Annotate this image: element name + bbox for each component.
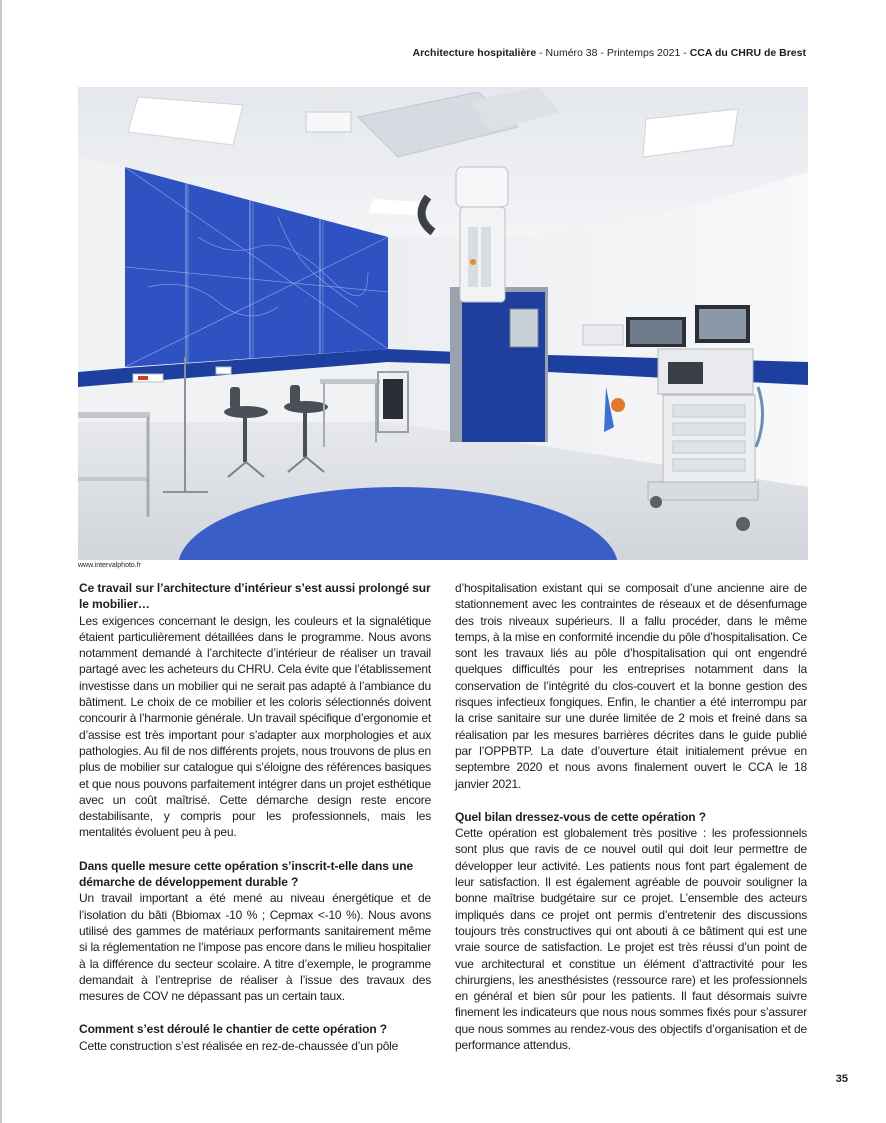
- interview-answer: d’hospitalisation existant qui se composait d’une ancienne aire de stationnement avec les contraintes de réseaux et de désenfumage des trois niveaux supérieurs. Il a fallu procéder, dans le même temps, à la mise en conformité incendie du pôle d’hospitalisation. Ce sont les travaux liés au pôle d’hospitalisation qui ont engendré quelques difficultés pour les entreprises notamment dans la conservation de l’intégrité du clos-couvert et la bonne gestion des risques infectieux fongiques. Enfin, le chantier a été interrompu par la crise sanitaire sur une durée limitée de 2 mois et freiné dans sa réalisation par les mesures barrières décrites dans le guide publié par l’OPPBTP. La date d’ouverture était initialement prévue en septembre 2020 et nous avons finalement ouvert le CCA le 18 janvier 2021.: [455, 581, 807, 791]
- interview-question: Ce travail sur l’architecture d’intérieur s’est aussi prolongé sur le mobilier…: [79, 581, 431, 612]
- operating-room-photo: [78, 87, 808, 560]
- publication-title: Architecture hospitalière: [412, 47, 537, 59]
- interview-answer: Un travail important a été mené au niveau énergétique et de l’isolation du bâti (Bbiomax -10 % ; Cepmax <-10 %). Nous avons utilisé des gammes de matériaux performants sanitairement même si la réglementation ne l’impose pas encore dans le milieu hospitalier à la différence du secteur scolaire. A titre d’exemple, le programme demandait à l’entreprise de réaliser à l’issue des travaux des mesures de COV ne dépassant pas un certain taux.: [79, 891, 431, 1004]
- page-number: 35: [835, 1073, 848, 1085]
- photo-credit: www.intervalphoto.fr: [78, 562, 142, 569]
- interview-question: Dans quelle mesure cette opération s’inscrit-t-elle dans une démarche de développement durable ?: [79, 858, 414, 890]
- left-column: [79, 580, 431, 1054]
- page-edge: [0, 0, 2, 1123]
- paragraph-gap: [455, 792, 807, 809]
- interview-answer: Les exigences concernant le design, les couleurs et la signalétique étaient particulièrement détaillées dans le programme. Nous avons notamment demandé à l’architecte d’intérieur de réaliser un travail partagé avec les acheteurs du CHRU. Cela évite que l’établissement investisse dans un mobilier qui ne serait pas adapté à l’ambiance du bâtiment. Le choix de ce mobilier et les coloris sélectionnés doivent concourir à l’harmonie générale. Un travail spécifique d’ergonomie et d’assise est très important pour s’adapter aux morphologies et aux pathologies. Au fil de nos différents projets, nous trouvons de plus en plus de mobilier sur catalogue qui s’éloigne des références basiques et que nous pouvons parfaitement intégrer dans un projet esthétique avec un coût maîtrisé. Cette démarche design reste encore destabilisante, y compris pour les professionnels, mais les mentalités évoluent peu à peu.: [79, 613, 431, 840]
- paragraph-gap: [79, 1004, 431, 1021]
- interview-question: Comment s’est déroulé le chantier de cette opération ?: [79, 1022, 388, 1037]
- interview-answer: Cette opération est globalement très positive : les professionnels sont plus que ravis de ce nouvel outil qui doit leur permettre de développer leur activité. Les patients nous font part également de leur satisfaction. Il est également agréable de pouvoir souligner la bonne maîtrise budgétaire sur ce projet. L’ensemble des acteurs impliqués dans ce projet ont permis d’entretenir des discussions toujours très constructives qui ont abouti à ce bâtiment qui est une vraie source de satisfaction. Le projet est très réussi d’un point de vue architectural et constitue un élément d’attractivité pour les chirurgiens, les anesthésistes (ressource rare) et les professionnels en général et bien sûr pour les patients. Il faut désormais suivre finement les indicateurs que nous nous sommes fixés pour s’assurer que nous sommes au rendez-vous des objectifs d’organisation et de performance attendus.: [455, 826, 807, 1053]
- paragraph-gap: [79, 841, 431, 858]
- interview-question: Quel bilan dressez-vous de cette opération ?: [455, 809, 706, 824]
- issue-info: - Numéro 38 - Printemps 2021 -: [536, 47, 690, 59]
- running-header: [413, 47, 806, 59]
- interview-answer: Cette construction s’est réalisée en rez-de-chaussée d’un pôle: [79, 1038, 399, 1053]
- right-column: [455, 580, 807, 1053]
- article-subject: CCA du CHRU de Brest: [689, 47, 806, 59]
